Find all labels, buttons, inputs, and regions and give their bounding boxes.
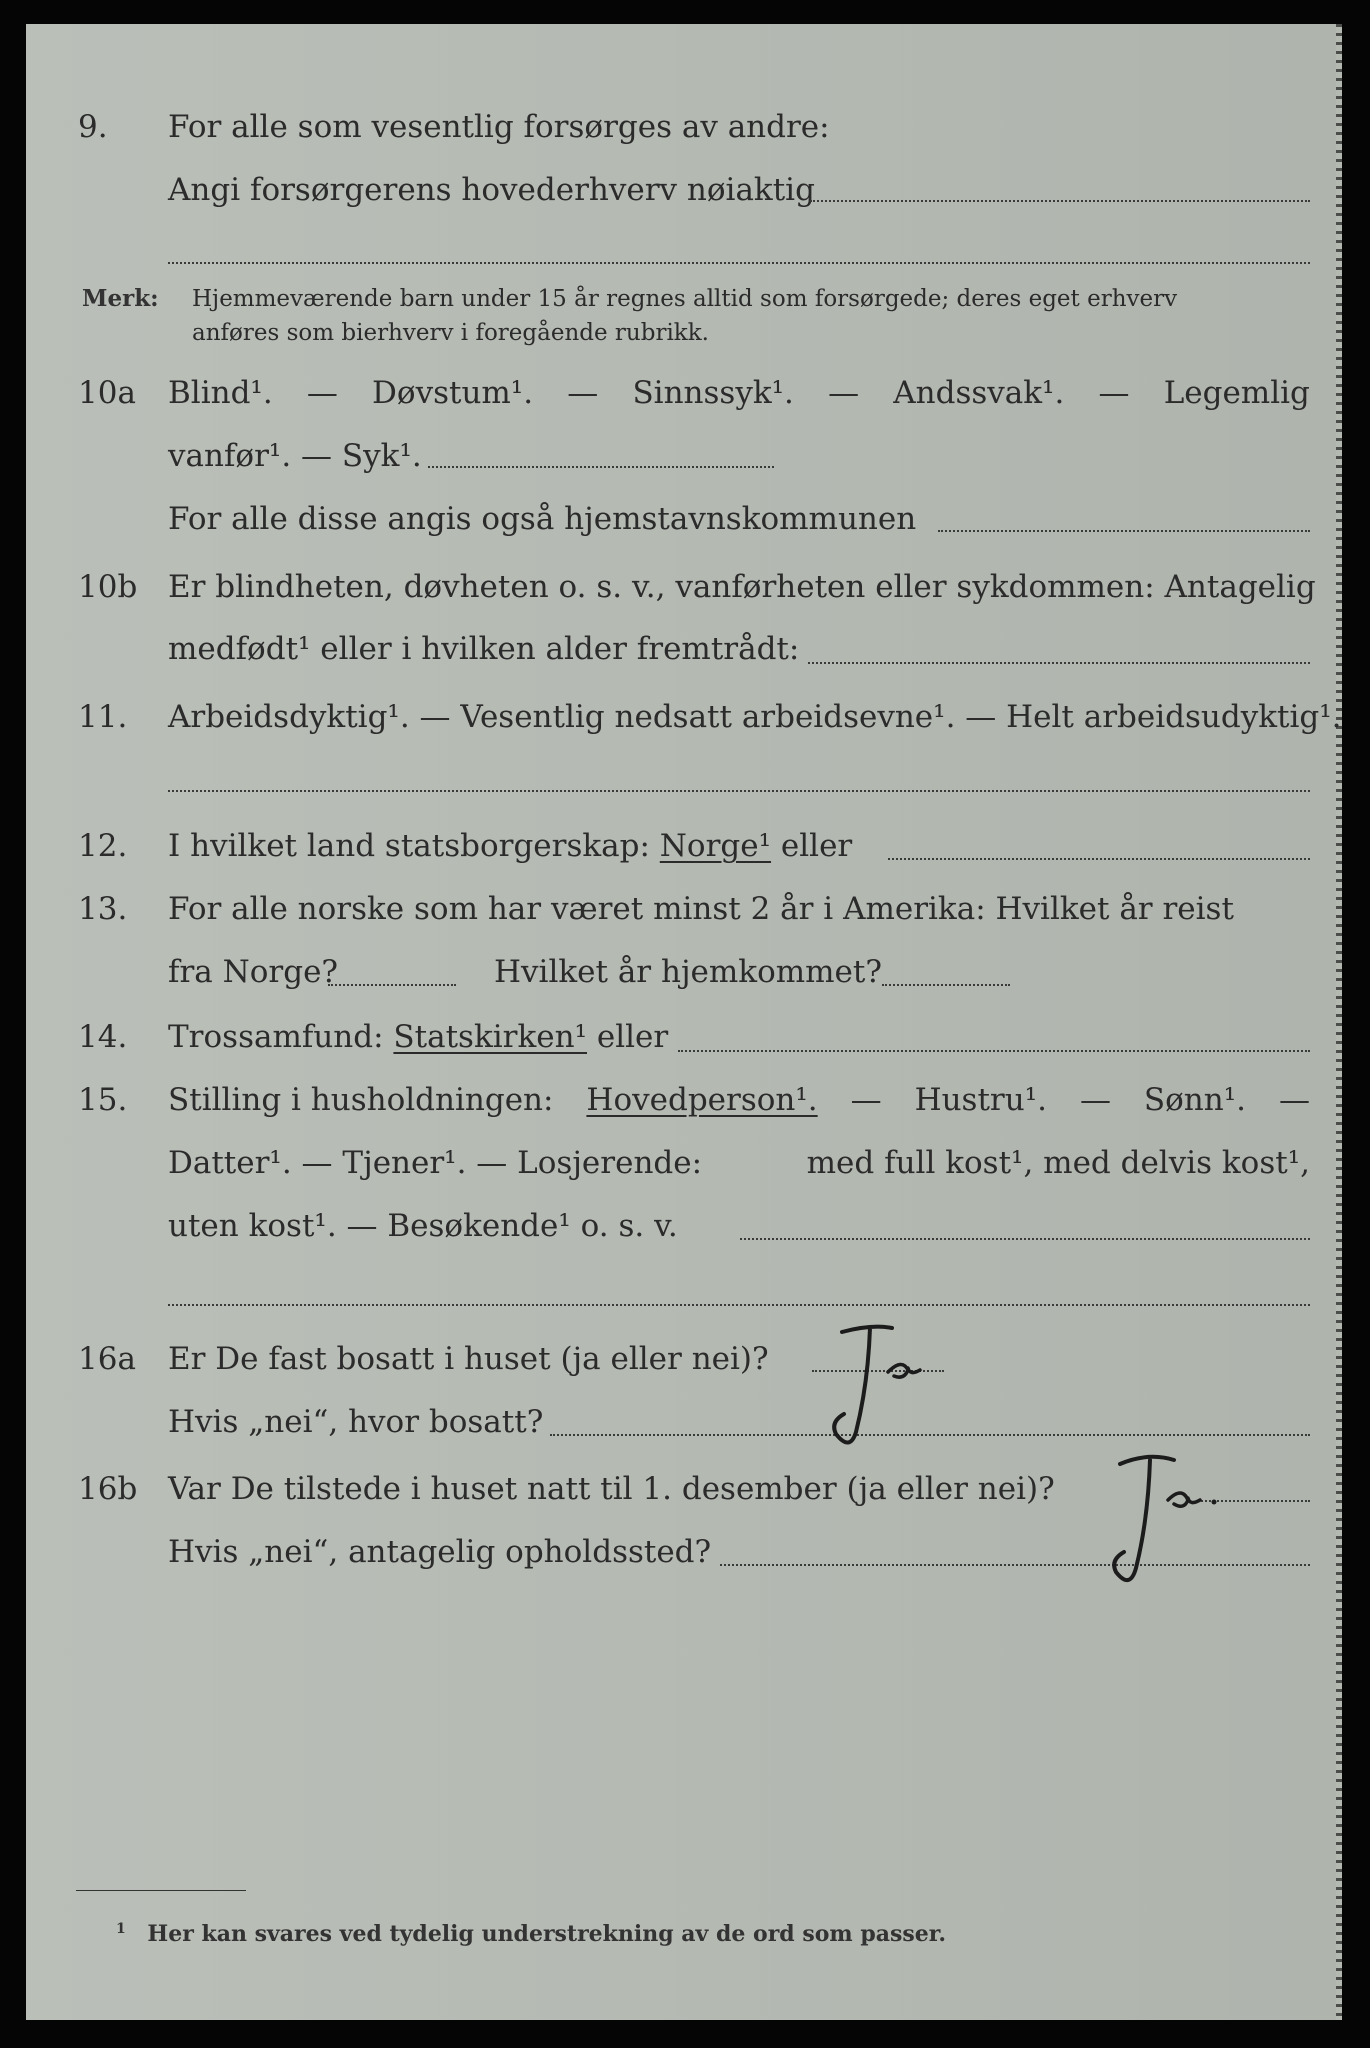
question-text: eller	[780, 828, 853, 864]
question-text: vanfør¹. — Syk¹.	[168, 438, 422, 474]
item-number: 15.	[78, 1082, 128, 1118]
question-text: Datter¹. — Tjener¹. — Losjerende:	[168, 1145, 703, 1181]
answer-field[interactable]	[810, 200, 1310, 202]
separator: —	[306, 375, 338, 411]
question-text: Trossamfund:	[168, 1019, 384, 1055]
question-line	[168, 827, 852, 865]
note-label: Merk:	[82, 285, 159, 312]
note-text: anføres som bierhverv i foregående rubrikk.	[192, 320, 709, 346]
item-number: 12.	[78, 828, 128, 864]
option-dovstum[interactable]: Døvstum¹.	[372, 375, 534, 411]
question-text: For alle norske som har været minst 2 år i Amerika: Hvilket år reist	[168, 891, 1234, 927]
item-number: 13.	[78, 891, 128, 927]
option-sonn[interactable]: Sønn¹.	[1143, 1082, 1247, 1118]
answer-field[interactable]	[740, 1238, 1310, 1240]
answer-field[interactable]	[882, 984, 1010, 986]
question-text: uten kost¹. — Besøkende¹ o. s. v.	[168, 1208, 678, 1244]
item-number: 14.	[78, 1019, 128, 1055]
option-blind[interactable]: Blind¹.	[168, 375, 273, 411]
answer-field[interactable]	[168, 790, 1310, 792]
item-number: 10b	[78, 569, 138, 605]
answer-field[interactable]	[888, 858, 1310, 860]
option-sinnssyk[interactable]: Sinnssyk¹.	[632, 375, 794, 411]
option-hustru[interactable]: Hustru¹.	[914, 1082, 1047, 1118]
answer-field[interactable]	[168, 1304, 1310, 1306]
separator: —	[1079, 1082, 1111, 1118]
note-line	[192, 282, 1310, 316]
question-line	[168, 1144, 1310, 1182]
question-text: Hvis „nei“, hvor bosatt?	[168, 1404, 544, 1440]
answer-field[interactable]	[808, 662, 1310, 664]
question-text: fra Norge?	[168, 954, 339, 990]
answer-field[interactable]	[678, 1050, 1310, 1052]
answer-field[interactable]	[328, 984, 456, 986]
question-text: I hvilket land statsborgerskap:	[168, 828, 650, 864]
question-text: eller	[596, 1019, 669, 1055]
question-line	[168, 1081, 1310, 1119]
separator: —	[828, 375, 860, 411]
handwritten-answer-ja	[1086, 1440, 1246, 1600]
footnote	[116, 1914, 946, 1949]
question-text: medfødt¹ eller i hvilken alder fremtrådt:	[168, 631, 800, 667]
footnote-marker: 1	[116, 1921, 126, 1937]
option-legemlig[interactable]: Legemlig	[1163, 375, 1310, 411]
question-text: For alle disse angis også hjemstavnskommunen	[168, 501, 917, 537]
question-text: Stilling i husholdningen:	[168, 1082, 554, 1118]
answer-field[interactable]	[428, 466, 774, 468]
option-norge[interactable]: Norge¹	[659, 828, 772, 864]
question-text: Hvilket år hjemkommet?	[494, 954, 882, 990]
question-text: Var De tilstede i huset natt til 1. desember (ja eller nei)?	[168, 1471, 1055, 1507]
question-text: Arbeidsdyktig¹. — Vesentlig nedsatt arbeidsevne¹. — Helt arbeidsudyktig¹.	[168, 699, 1342, 735]
footnote-text: Her kan svares ved tydelig understrekning av de ord som passer.	[147, 1921, 946, 1948]
note-text: Hjemmeværende barn under 15 år regnes alltid som forsørgede; deres eget erhverv	[192, 286, 1178, 312]
question-text: Hvis „nei“, antagelig opholdssted?	[168, 1534, 712, 1570]
answer-field[interactable]	[938, 530, 1310, 532]
item-number: 9.	[78, 109, 108, 145]
form-page	[26, 24, 1342, 2020]
question-text: Er blindheten, døvheten o. s. v., vanførheten eller sykdommen: Antagelig	[168, 569, 1316, 605]
answer-field[interactable]	[168, 262, 1310, 264]
separator: —	[850, 1082, 882, 1118]
option-andssvak[interactable]: Andssvak¹.	[893, 375, 1065, 411]
option-statskirken[interactable]: Statskirken¹	[393, 1019, 587, 1055]
separator: —	[1278, 1082, 1310, 1118]
question-text: Er De fast bosatt i huset (ja eller nei)?	[168, 1341, 769, 1377]
separator: —	[567, 375, 599, 411]
question-line	[168, 1018, 668, 1056]
page-edge	[1336, 24, 1342, 2020]
handwritten-answer-ja	[812, 1314, 962, 1464]
question-text: med full kost¹, med delvis kost¹,	[806, 1145, 1310, 1181]
item-number: 16b	[78, 1471, 138, 1507]
option-hovedperson[interactable]: Hovedperson¹.	[586, 1082, 818, 1118]
item-number: 11.	[78, 699, 128, 735]
question-text: For alle som vesentlig forsørges av andre:	[168, 109, 830, 145]
separator: —	[1098, 375, 1130, 411]
item-number: 10a	[78, 375, 136, 411]
item-number: 16a	[78, 1341, 136, 1377]
question-line	[168, 374, 1310, 412]
footnote-rule	[76, 1890, 246, 1891]
question-text: Angi forsørgerens hovederhverv nøiaktig	[168, 172, 815, 208]
